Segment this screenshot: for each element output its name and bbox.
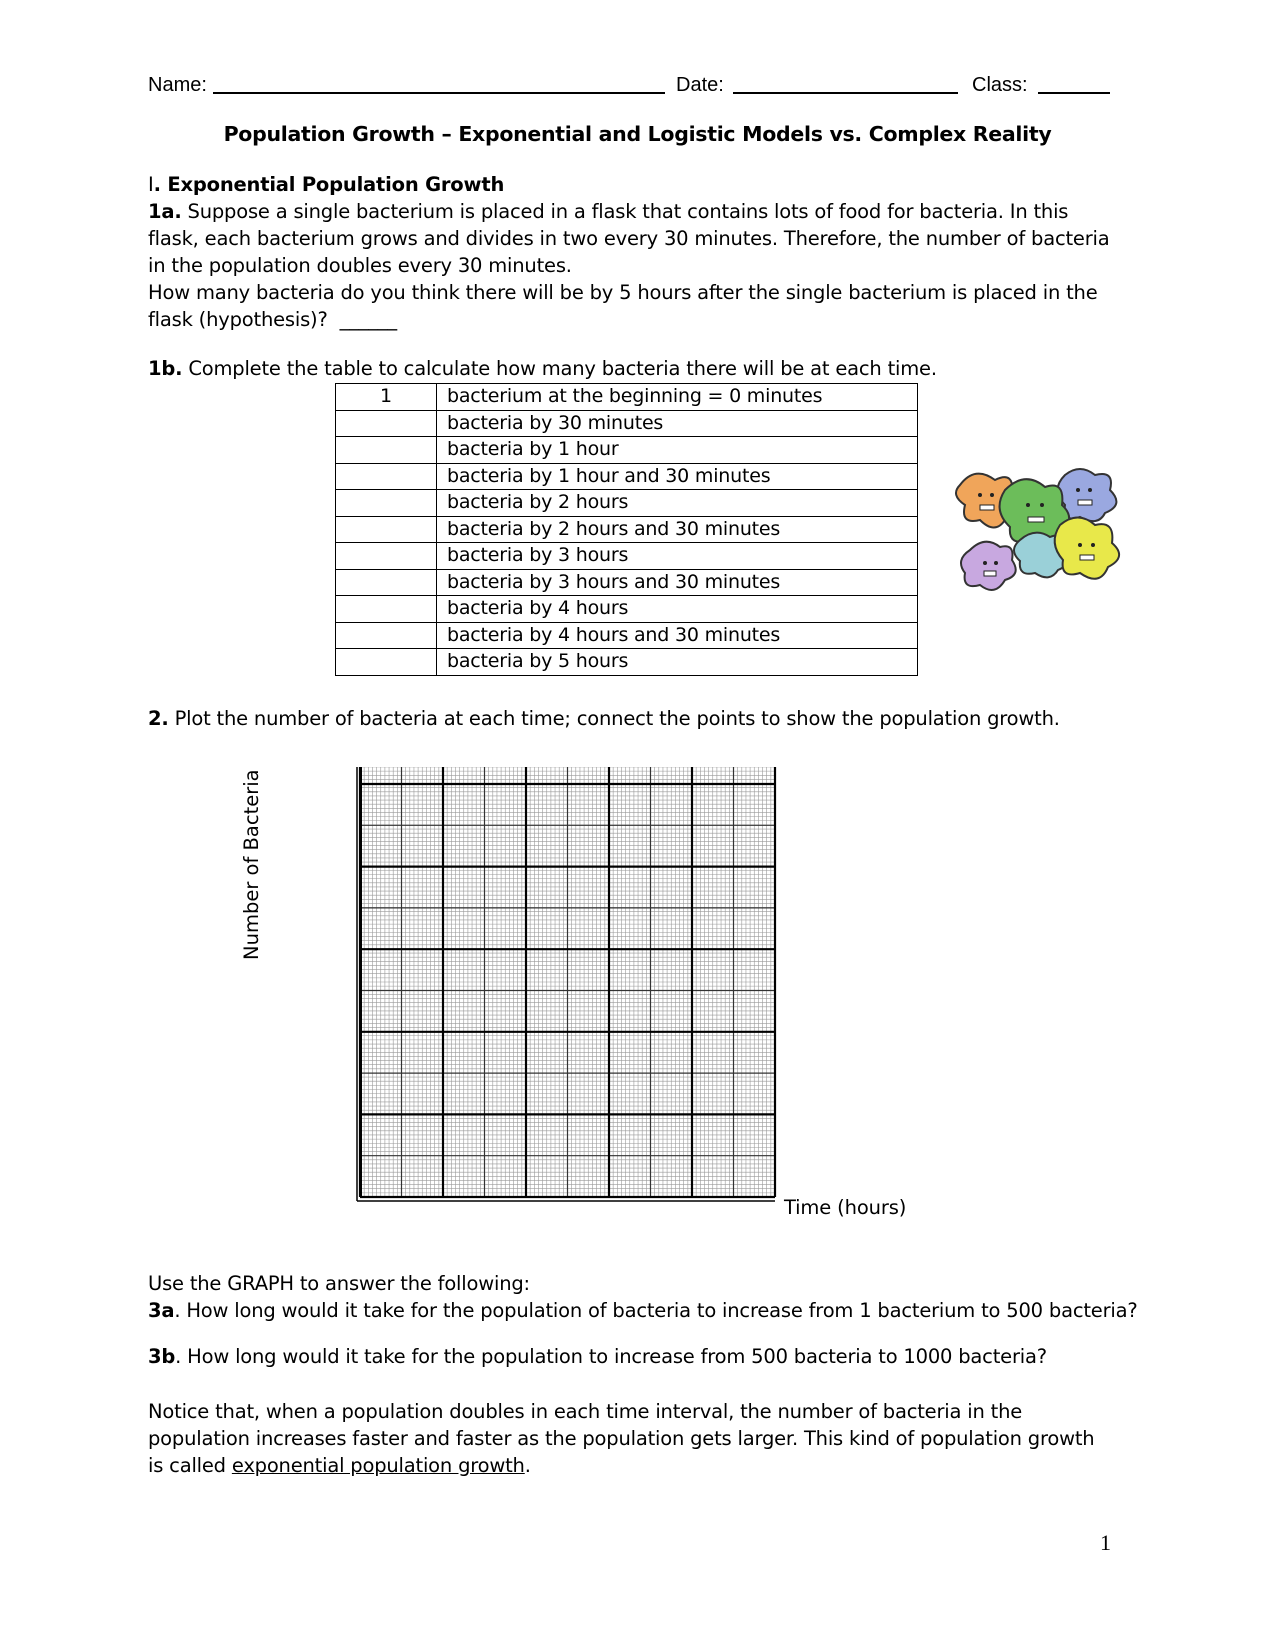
table-row: [336, 463, 918, 490]
x-axis-label: Time (hours): [784, 1196, 907, 1219]
q1a-question: How many bacteria do you think there will be by 5 hours after the single bacterium is placed in the flask (hypothesis)?: [148, 281, 1098, 331]
bacteria-count-cell[interactable]: [336, 569, 437, 596]
time-description-cell: bacteria by 1 hour: [437, 437, 918, 464]
table-row: [336, 622, 918, 649]
table-row: [336, 569, 918, 596]
table-row: [336, 516, 918, 543]
class-label: Class:: [972, 74, 1028, 96]
bacteria-count-cell[interactable]: [336, 490, 437, 517]
time-description-cell: bacteria by 3 hours: [437, 543, 918, 570]
page-title: Population Growth – Exponential and Logistic Models vs. Complex Reality: [223, 122, 1052, 146]
q1b-text: Complete the table to calculate how many bacteria there will be at each time.: [182, 357, 937, 380]
table-row: [336, 490, 918, 517]
q3b-label: 3b: [148, 1345, 176, 1368]
q2-label: 2.: [148, 707, 169, 730]
time-description-cell: bacteria by 4 hours and 30 minutes: [437, 622, 918, 649]
bacteria-cartoon-image: [950, 465, 1140, 605]
q1a-answer-blank[interactable]: ______: [339, 308, 397, 331]
q1b-label: 1b.: [148, 357, 183, 380]
bacteria-count-cell[interactable]: [336, 543, 437, 570]
time-description-cell: bacteria by 30 minutes: [437, 410, 918, 437]
page-number: 1: [1100, 1530, 1111, 1555]
question-1a: [148, 198, 1116, 333]
time-description-cell: bacteria by 5 hours: [437, 649, 918, 676]
y-axis-label: Number of Bacteria: [240, 769, 263, 960]
notice-text: Notice that, when a population doubles in each time interval, the number of bacteria in the population increases faster and faster as the population gets larger. This kind of population growth is called: [148, 1400, 1095, 1477]
q3b-text: . How long would it take for the population to increase from 500 bacteria to 1000 bacteria?: [175, 1345, 1047, 1368]
graph-paper-grid[interactable]: [355, 767, 780, 1207]
table-row: [336, 596, 918, 623]
time-description-cell: bacteria by 3 hours and 30 minutes: [437, 569, 918, 596]
bacteria-table: [335, 383, 918, 676]
notice-paragraph: [148, 1398, 1103, 1479]
bacteria-count-cell[interactable]: [336, 463, 437, 490]
section-numeral: I: [148, 173, 154, 196]
class-field[interactable]: [1038, 92, 1110, 94]
bacteria-count-cell[interactable]: [336, 596, 437, 623]
bacteria-count-cell[interactable]: [336, 622, 437, 649]
q2-text: Plot the number of bacteria at each time; connect the points to show the population growth.: [168, 707, 1060, 730]
time-description-cell: bacteria by 4 hours: [437, 596, 918, 623]
name-label: Name:: [148, 74, 207, 96]
table-row: [336, 384, 918, 411]
table-row: [336, 410, 918, 437]
q1a-label: 1a.: [148, 200, 182, 223]
notice-end: .: [524, 1454, 531, 1477]
date-field[interactable]: [733, 92, 958, 94]
bacteria-count-cell[interactable]: [336, 437, 437, 464]
question-1b: [148, 355, 1128, 382]
bacteria-count-cell[interactable]: [336, 516, 437, 543]
graph-questions-intro: Use the GRAPH to answer the following:: [148, 1272, 530, 1295]
time-description-cell: bacterium at the beginning = 0 minutes: [437, 384, 918, 411]
name-field[interactable]: [213, 92, 665, 94]
yellow-bacterium: [1055, 518, 1119, 579]
question-3b: [148, 1343, 1148, 1370]
table-row: [336, 543, 918, 570]
section-heading-text: . Exponential Population Growth: [153, 173, 505, 196]
bacteria-count-cell[interactable]: 1: [336, 384, 437, 411]
table-row: [336, 437, 918, 464]
time-description-cell: bacteria by 2 hours and 30 minutes: [437, 516, 918, 543]
q1a-text: Suppose a single bacterium is placed in a flask that contains lots of food for bacteria. In this flask, each bacterium grows and divides in two every 30 minutes. Therefore, the number of bacteria in the population doubles every 30 minutes.: [148, 200, 1110, 277]
q3a-text: . How long would it take for the population of bacteria to increase from 1 bacterium to 500 bacteria?: [174, 1299, 1138, 1322]
notice-term: exponential population growth: [231, 1454, 525, 1477]
time-description-cell: bacteria by 2 hours: [437, 490, 918, 517]
purple-bacterium: [961, 542, 1016, 590]
bacteria-count-cell[interactable]: [336, 410, 437, 437]
question-3a: [148, 1297, 1148, 1324]
time-description-cell: bacteria by 1 hour and 30 minutes: [437, 463, 918, 490]
question-2: [148, 705, 1148, 732]
date-label: Date:: [676, 74, 724, 96]
section-1-heading: [148, 171, 1128, 198]
q3a-label: 3a: [148, 1299, 175, 1322]
table-row: [336, 649, 918, 676]
bacteria-count-cell[interactable]: [336, 649, 437, 676]
